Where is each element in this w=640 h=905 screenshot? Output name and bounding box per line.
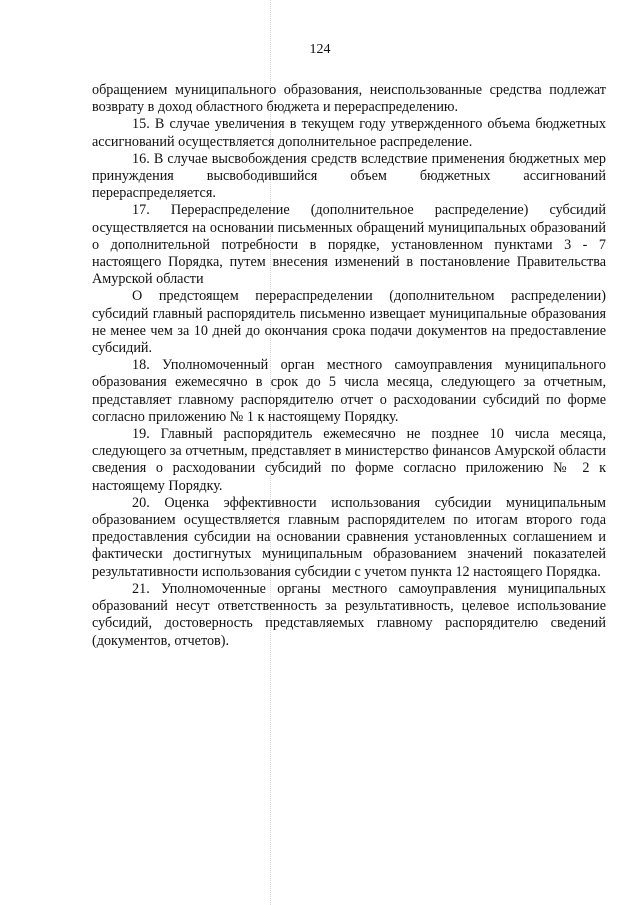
paragraph-17: 17. Перераспределение (дополнительное распределение) субсидий осуществляется на основании письменных обращений муниципальных образований о дополнительной потребности в порядке, установленном пунктами 3 - 7 настоящего Порядка, путем внесения изменений в постановление Правительства Амурской области [92, 202, 606, 288]
document-body [92, 82, 606, 650]
paragraph-14-continuation: обращением муниципального образования, неиспользованные средства подлежат возврату в доход областного бюджета и перераспределению. [92, 82, 606, 116]
paragraph-19: 19. Главный распорядитель ежемесячно не позднее 10 числа месяца, следующего за отчетным, представляет в министерство финансов Амурской области сведения о расходовании субсидий по форме согласно приложению № 2 к настоящему Порядку. [92, 426, 606, 494]
paragraph-18: 18. Уполномоченный орган местного самоуправления муниципального образования ежемесячно в срок до 5 числа месяца, следующего за отчетным, представляет главному распорядителю отчет о расходовании субсидий по форме согласно приложению № 1 к настоящему Порядку. [92, 357, 606, 425]
paragraph-17-notice: О предстоящем перераспределении (дополнительном распределении) субсидий главный распорядитель письменно извещает муниципальные образования не менее чем за 10 дней до окончания срока подачи документов на предоставление субсидий. [92, 288, 606, 357]
paragraph-21: 21. Уполномоченные органы местного самоуправления муниципальных образований несут ответственность за результативность, целевое использование субсидий, достоверность представляемых главному распорядителю сведений (документов, отчетов). [92, 580, 606, 649]
paragraph-20: 20. Оценка эффективности использования субсидии муниципальным образованием осуществляется главным распорядителем по итогам второго года предоставления субсидии на основании сравнения установленных соглашением и фактически достигнутых муниципальным образованием значений показателей результативности использования субсидии с учетом пункта 12 настоящего Порядка. [92, 494, 606, 580]
paragraph-16: 16. В случае высвобождения средств вследствие применения бюджетных мер принуждения высвободившийся объем бюджетных ассигнований перераспределяется. [92, 150, 606, 202]
paragraph-15: 15. В случае увеличения в текущем году утвержденного объема бюджетных ассигнований осуществляется дополнительное распределение. [92, 116, 606, 150]
page-number: 124 [309, 42, 331, 57]
